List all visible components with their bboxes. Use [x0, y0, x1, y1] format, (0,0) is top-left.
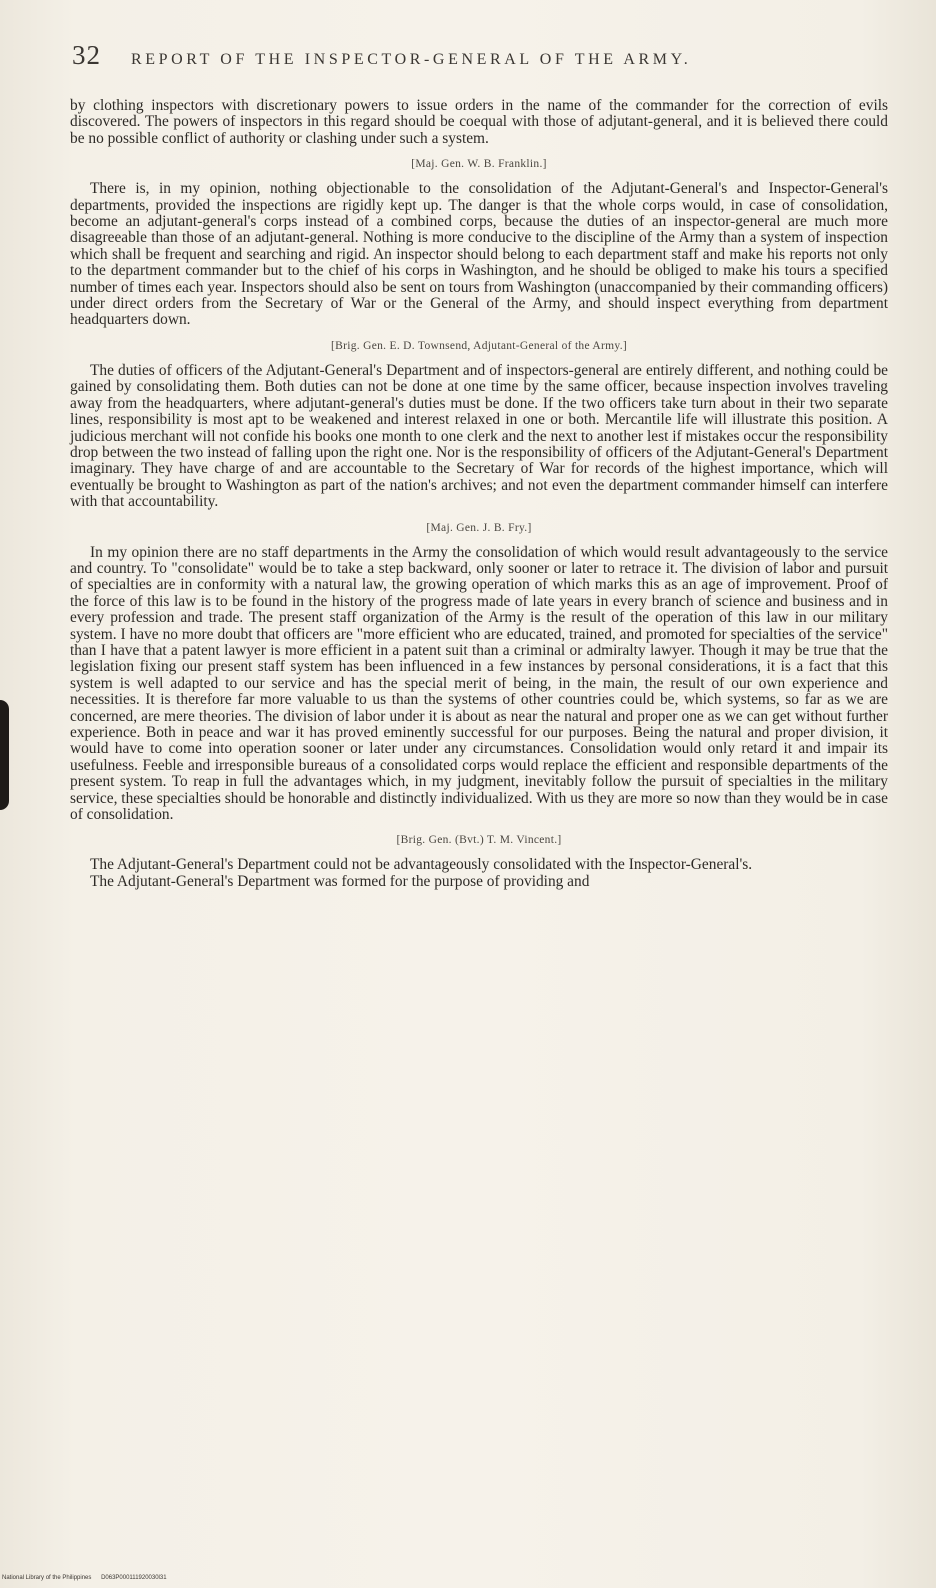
- scan-footer: [2, 1575, 175, 1581]
- page-header: [72, 40, 872, 80]
- library-credit: National Library of the Philippines: [2, 1575, 92, 1581]
- paragraph-townsend: The duties of officers of the Adjutant-General's Department and of inspectors-general are entirely different, and nothing could be gained by consolidating them. Both duties can not be done at one time by the same officer, because inspection involves traveling away from the headquarters, where adjutant-general's duties must be done. If the two officers take turn about in their two separate lines, responsibility is most apt to be weakened and interest relaxed in one or both. Mercantile life will illustrate this position. A judicious merchant will not confide his books one month to one clerk and the next to another lest if mistakes occur the responsibility drop between the two instead of falling upon the right one. Nor is the responsibility of officers of the Adjutant-General's Department imaginary. They have charge of and are accountable to the Secretary of War for records of the highest importance, which will eventually be brought to Washington as part of the nation's archives; and not even the department commander himself can interfere with that accountability.: [70, 361, 888, 511]
- paragraph-continuation: by clothing inspectors with discretionary powers to issue orders in the name of the commander for the correction of evils discovered. The powers of inspectors in this regard should be coequal with those of adjutant-general, and it is believed there could be no possible conflict of authority or clashing under such a system.: [70, 97, 888, 147]
- paragraph-vincent-1: The Adjutant-General's Department could not be advantageously consolidated with the Inspector-General's.: [90, 856, 753, 874]
- running-title: REPORT OF THE INSPECTOR-GENERAL OF THE ARMY.: [131, 51, 692, 68]
- signature-fry: [Maj. Gen. J. B. Fry.]: [426, 521, 532, 534]
- paragraph-franklin: There is, in my opinion, nothing objectionable to the consolidation of the Adjutant-General's and Inspector-General's departments, provided the inspections are rigidly kept up. The danger is that the whole corps would, in case of consolidation, become an adjutant-general's corps instead of a combined corps, because the duties of an inspector-general are much more disagreeable than those of an adjutant-general. Nothing is more conducive to the discipline of the Army than a system of inspection which shall be frequent and searching and rigid. An inspector should belong to each department staff and make his reports not only to the department commander but to the chief of his corps in Washington, and he should be obliged to make his tours a specified number of times each year. Inspectors should also be sent on tours from Washington (unaccompanied by their commanding officers) under direct orders from the Secretary of War or the General of the Army, and should inspect everything from department headquarters down.: [70, 180, 888, 329]
- signature-townsend: [Brig. Gen. E. D. Townsend, Adjutant-General of the Army.]: [330, 339, 628, 352]
- paragraph-fry: In my opinion there are no staff departments in the Army the consolidation of which would result advantageously to the service and country. To "consolidate" would be to take a step backward, only sooner or later to retrace it. The division of labor and pursuit of specialties are in conformity with a natural law, the growing operation of which marks this as an age of improvement. Proof of the force of this law is to be found in the history of the progress made of late years in every branch of science and business and in every profession and trade. The present staff organization of the Army is the result of the operation of this law in our military system. I have no more doubt that officers are "more efficient who are educated, trained, and promoted for specialties of the service" than I have that a patent lawyer is more efficient in a patent suit than a criminal or admiralty lawyer. Though it may be true that the legislation fixing our present staff system has been influenced in a few instances by personal considerations, it is a fact that this system is well adapted to our service and has the special merit of being, in the main, the result of our own experience and necessities. It is therefore far more valuable to us than the systems of other countries could be, which systems, so far as we are concerned, are mere theories. The division of labor under it is about as near the natural and proper one as we can get without further experience. Both in peace and war it has proved eminently successful for our purposes. Being the natural and proper division, it would have to come into operation sooner or later under any circumstances. Consolidation would only retard it and impair its usefulness. Feeble and irresponsible bureaus of a consolidated corps would replace the efficient and responsible departments of the present system. To reap in full the advantages which, in my judgment, inevitably follow the pursuit of specialties in the military service, these specialties should be honorable and distinctly individualized. With us they are more so now than they would be in case of consolidation.: [70, 543, 888, 824]
- body-text: [70, 98, 888, 890]
- scan-identifier: D063P000111920030l31: [101, 1575, 167, 1581]
- binding-shadow: [0, 700, 9, 810]
- signature-vincent: [Brig. Gen. (Bvt.) T. M. Vincent.]: [396, 834, 562, 847]
- signature-franklin: [Maj. Gen. W. B. Franklin.]: [411, 158, 547, 171]
- page-number: 32: [72, 40, 101, 70]
- paragraph-vincent-2: The Adjutant-General's Department was formed for the purpose of providing and: [90, 872, 590, 890]
